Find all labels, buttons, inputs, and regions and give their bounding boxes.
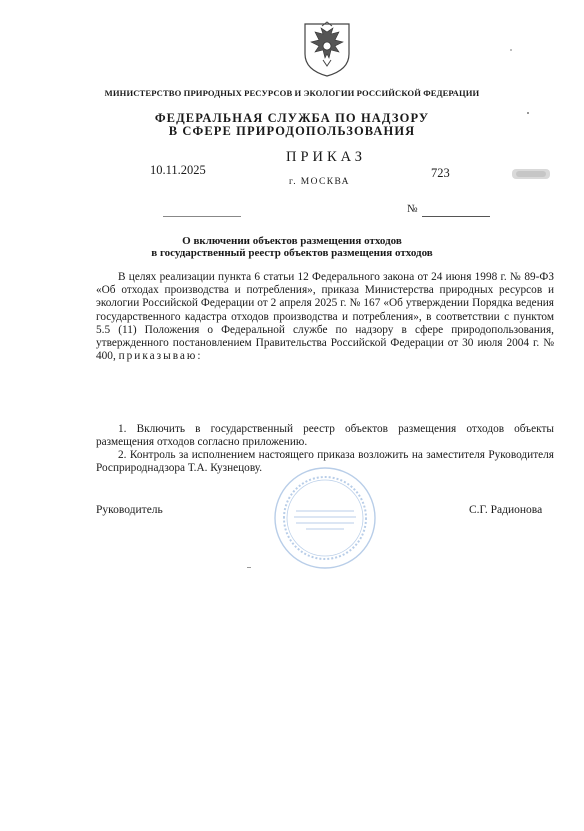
signatory-role: Руководитель xyxy=(96,504,163,516)
order-city: г. МОСКВА xyxy=(289,177,350,187)
official-stamp xyxy=(272,465,378,571)
number-underline xyxy=(422,216,490,217)
date-underline xyxy=(163,216,241,217)
order-number: 723 xyxy=(431,166,450,180)
service-name-line2: В СФЕРЕ ПРИРОДОПОЛЬЗОВАНИЯ xyxy=(168,124,416,138)
order-title: ПРИКАЗ xyxy=(286,149,367,165)
russian-coat-of-arms-icon xyxy=(301,20,353,78)
preamble-text: В целях реализации пункта 6 статьи 12 Федерального закона от 24 июня 1998 г. № 89-ФЗ «Об отходах производства и потребления», приказа Министерства природных ресурсов и экологии Российской Федерации от 2 апреля 2025 г. № 167 «Об утверждении Порядка ведения государственного кадастра отходов производства и потребления», в соответствии с пунктом 5.5 (11) Положения о Федеральной службе по надзору в сфере природопользования, утвержденного постановлением Правительства Российской Федерации от 30 июля 2004 г. № 400, xyxy=(96,271,554,363)
number-label: № xyxy=(407,203,418,215)
document-heading xyxy=(0,236,584,259)
scan-speck xyxy=(247,567,251,568)
order-date: 10.11.2025 xyxy=(150,163,206,177)
service-name-line1: ФЕДЕРАЛЬНАЯ СЛУЖБА ПО НАДЗОРУ xyxy=(154,111,430,125)
ministry-name: МИНИСТЕРСТВО ПРИРОДНЫХ РЕСУРСОВ И ЭКОЛОГИИ РОССИЙСКОЙ ФЕДЕРАЦИИ xyxy=(104,88,480,98)
signatory-name: С.Г. Радионова xyxy=(469,504,543,516)
paragraph-item-2: 2. Контроль за исполнением настоящего приказа возложить на заместителя Руководителя Росприроднадзора Т.А. Кузнецову. xyxy=(96,449,554,475)
paragraph-preamble xyxy=(96,271,554,363)
order-command: приказываю: xyxy=(118,350,203,363)
paragraph-item-1: 1. Включить в государственный реестр объектов размещения отходов объекты размещения отходов согласно приложению. xyxy=(96,423,554,449)
heading-line2: в государственный реестр объектов размещения отходов xyxy=(151,246,433,259)
registration-mark xyxy=(512,167,552,181)
scan-speck xyxy=(510,49,512,51)
heading-line1: О включении объектов размещения отходов xyxy=(182,235,402,247)
